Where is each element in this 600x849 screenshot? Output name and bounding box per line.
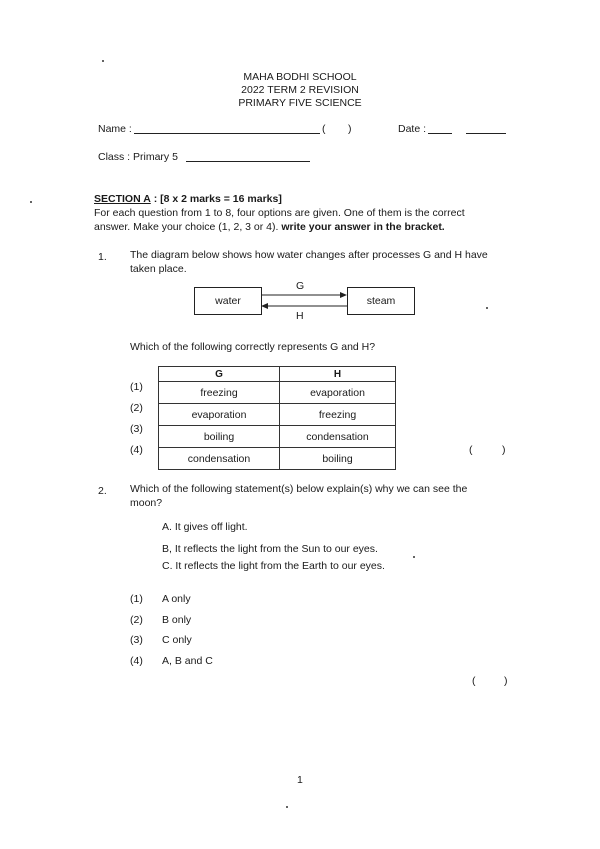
exam-term: 2022 TERM 2 REVISION xyxy=(241,84,359,96)
name-label: Name : xyxy=(98,123,132,135)
q2-text-line-2: moon? xyxy=(130,497,163,509)
document-header xyxy=(0,71,600,110)
q2-statement-a: A. It gives off light. xyxy=(162,521,248,533)
scan-speck xyxy=(413,556,415,558)
q1-answer-open-bracket[interactable]: ( xyxy=(469,444,473,456)
table-cell-h: condensation xyxy=(280,426,396,448)
q2-option-num-4: (4) xyxy=(130,655,143,667)
school-name: MAHA BODHI SCHOOL xyxy=(243,71,357,83)
section-instruction-line-2 xyxy=(94,221,445,233)
table-cell-g: evaporation xyxy=(159,404,280,426)
diagram-label-h: H xyxy=(296,310,304,322)
arrow-left-icon xyxy=(261,303,268,309)
instruction-bracket-text: write your answer in the bracket. xyxy=(281,221,445,233)
q1-number: 1. xyxy=(98,251,107,263)
table-cell-g: freezing xyxy=(159,382,280,404)
section-instruction-line-1: For each question from 1 to 8, four options are given. One of them is the correct xyxy=(94,207,465,219)
q2-answer-close-bracket[interactable]: ) xyxy=(504,675,508,687)
table-header-h: H xyxy=(280,367,396,382)
name-close-bracket: ) xyxy=(348,123,352,135)
diagram-steam-box: steam xyxy=(347,287,415,315)
q1-option-num-4: (4) xyxy=(130,444,143,456)
name-field-line[interactable] xyxy=(134,133,320,134)
name-open-bracket: ( xyxy=(322,123,326,135)
q1-option-num-1: (1) xyxy=(130,381,143,393)
class-field-line[interactable] xyxy=(186,161,310,162)
scan-speck xyxy=(30,201,32,203)
class-label: Class : Primary 5 xyxy=(98,151,178,163)
table-cell-h: evaporation xyxy=(280,382,396,404)
q2-option-text-1: A only xyxy=(162,593,191,605)
diagram-water-box: water xyxy=(194,287,262,315)
diagram-arrows xyxy=(260,290,348,312)
table-row xyxy=(159,382,396,404)
q2-option-num-3: (3) xyxy=(130,634,143,646)
table-row xyxy=(159,448,396,470)
q1-prompt: Which of the following correctly represents G and H? xyxy=(130,341,376,353)
section-marks: : [8 x 2 marks = 16 marks] xyxy=(153,193,282,205)
q2-option-num-1: (1) xyxy=(130,593,143,605)
q2-number: 2. xyxy=(98,485,107,497)
q1-options-table xyxy=(158,366,396,470)
q1-answer-close-bracket[interactable]: ) xyxy=(502,444,506,456)
page-number: 1 xyxy=(297,774,303,786)
q2-statement-b: B, It reflects the light from the Sun to our eyes. xyxy=(162,543,378,555)
q2-answer-open-bracket[interactable]: ( xyxy=(472,675,476,687)
scan-speck xyxy=(102,60,104,62)
q2-text-line-1: Which of the following statement(s) below explain(s) why we can see the xyxy=(130,483,468,495)
date-label: Date : xyxy=(398,123,427,135)
table-row xyxy=(159,404,396,426)
q1-option-num-2: (2) xyxy=(130,402,143,414)
diagram-label-g: G xyxy=(296,280,305,292)
table-cell-h: boiling xyxy=(280,448,396,470)
q1-text-line-1: The diagram below shows how water changes after processes G and H have xyxy=(130,249,488,261)
arrow-right-icon xyxy=(340,292,347,298)
table-row xyxy=(159,426,396,448)
scan-speck xyxy=(286,806,288,808)
q2-option-text-3: C only xyxy=(162,634,192,646)
instruction-choice-text: answer. Make your choice (1, 2, 3 or 4). xyxy=(94,221,279,233)
section-heading xyxy=(94,193,282,205)
q2-option-text-4: A, B and C xyxy=(162,655,213,667)
date-field-line-1[interactable] xyxy=(428,133,452,134)
table-cell-g: boiling xyxy=(159,426,280,448)
table-header-g: G xyxy=(159,367,280,382)
table-header-row xyxy=(159,367,396,382)
q2-statement-c: C. It reflects the light from the Earth to our eyes. xyxy=(162,560,385,572)
q1-text-line-2: taken place. xyxy=(130,263,187,275)
q1-option-num-3: (3) xyxy=(130,423,143,435)
table-cell-g: condensation xyxy=(159,448,280,470)
date-field-line-2[interactable] xyxy=(466,133,506,134)
q2-option-num-2: (2) xyxy=(130,614,143,626)
scan-speck xyxy=(486,307,488,309)
table-cell-h: freezing xyxy=(280,404,396,426)
q2-option-text-2: B only xyxy=(162,614,192,626)
subject-title: PRIMARY FIVE SCIENCE xyxy=(238,97,362,109)
section-title: SECTION A xyxy=(94,193,151,205)
